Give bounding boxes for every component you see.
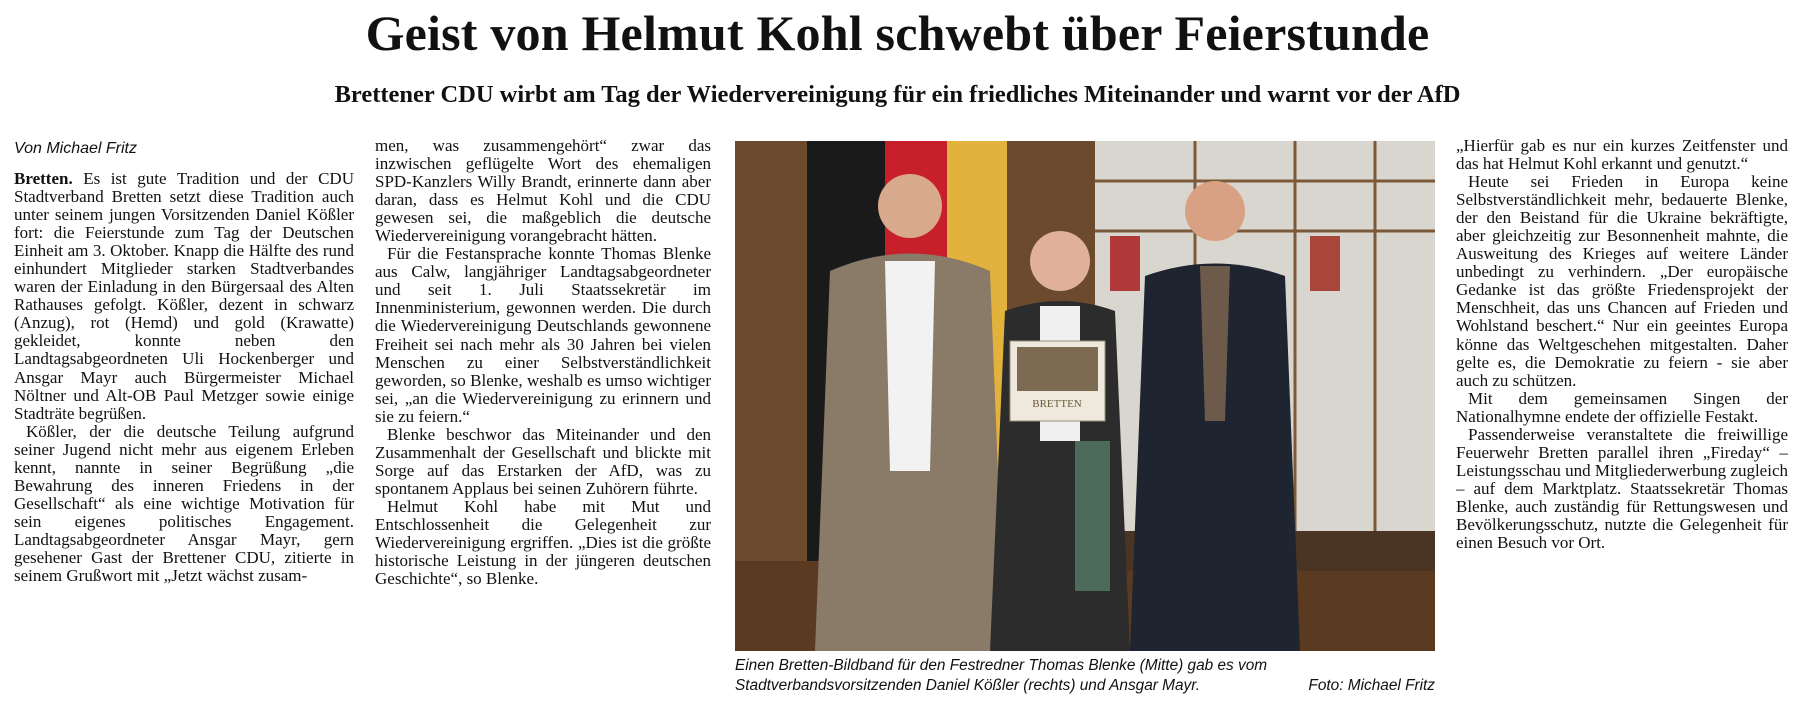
person-right-tie: [1200, 266, 1230, 421]
photo-credit: Foto: Michael Fritz: [1308, 677, 1435, 694]
photo-caption: [735, 656, 1435, 696]
paragraph: men, was zusammengehört“ zwar das inzwischen geflügelte Wort des ehemaligen SPD-Kanzlers Willy Brandt, erinnerte dann aber daran, dass es Helmut Kohl und die CDU gewesen sei, die maßgeblich die deutsche Wiedervereinigung vorangebracht hätten.: [375, 136, 711, 246]
book-title: BRETTEN: [1032, 398, 1082, 410]
paragraph: „Hierfür gab es nur ein kurzes Zeitfenster und das hat Helmut Kohl erkannt und genutzt.“: [1456, 136, 1788, 174]
article-column-4: [1456, 137, 1788, 552]
paragraph-text: Es ist gute Tradition und der CDU Stadtverband Bretten setzt diese Tradition auch unter seinem jungen Vorsitzenden Daniel Kößler fort: die Feierstunde zum Tag der Deutschen Einheit am 3. Oktober. Knapp die Hälfte des rund einhundert Mitglieder starken Stadtverbandes waren der Einladung in den Bürgersaal des Alten Rathauses gefolgt. Kößler, dezent in schwarz (Anzug), rot (Hemd) und gold (Krawatte) gekleidet, konnte neben den Landtagsabgeordneten Uli Hockenberger und Ansgar Mayr auch Bürgermeister Michael Nöltner und Alt-OB Paul Metzger sowie einige Stadträte begrüßen.: [14, 169, 354, 423]
paragraph: Mit dem gemeinsamen Singen der Nationalhymne endete der offizielle Festakt.: [1456, 388, 1788, 426]
stained-glass-panel: [1310, 236, 1340, 291]
article-column-1: [14, 138, 354, 585]
article-column-2: [375, 137, 711, 588]
paragraph: Für die Festansprache konnte Thomas Blenke aus Calw, langjähriger Landtagsabgeordneter und seit 1. Juli Staatssekretär im Innenministerium, gewonnen werden. Die durch die Wiedervereinigung Deutschlands gewonnene Freiheit sei nach mehr als 30 Jahren bei vielen Menschen zu einer Selbstverständlichkeit geworden, so Blenke, weshalb es umso wichtiger sei, „an die Wiedervereinigung zu erinnern und sie zu feiern.“: [375, 244, 711, 426]
caption-text: Einen Bretten-Bildband für den Festredner Thomas Blenke (Mitte) gab es vom Stadtverbandsvorsitzenden Daniel Kößler (rechts) und Ansgar Mayr.: [735, 657, 1268, 694]
person-middle-head: [1030, 231, 1090, 291]
headline: Geist von Helmut Kohl schwebt über Feierstunde: [365, 5, 1430, 61]
article-photo: [735, 141, 1435, 651]
stained-glass-panel: [1110, 236, 1140, 291]
paragraph: [14, 170, 354, 423]
paragraph: Blenke beschwor das Miteinander und den Zusammenhalt der Gesellschaft und blickte mit Sorge auf das Erstarken der AfD, was zu spontanem Applaus bei seinen Zuhörern führte.: [375, 424, 711, 498]
person-left-shirt: [885, 261, 935, 471]
paragraph: Heute sei Frieden in Europa keine Selbstverständlichkeit mehr, bedauerte Blenke, der den Beistand für die Ukraine bekräftigte, aber gleichzeitig zur Besonnenheit mahnte, die Ausweitung des Krieges auf weitere Länder unbedingt zu verhindern. „Der europäische Gedanke ist das größte Friedensprojekt der Menschheit, das uns Chancen auf Frieden und Wohlstand beschert.“ Nur ein geeintes Europa könne das Weltgeschehen mitgestalten. Daher gelte es, die Demokratie zu feiern - sie aber auch zu schützen.: [1456, 172, 1788, 390]
book-cover-image: [1017, 347, 1098, 391]
dateline: Bretten.: [14, 169, 73, 188]
paragraph: Helmut Kohl habe mit Mut und Entschlossenheit die Gelegenheit zur Wiedervereinigung ergriffen. „Dies ist die größte historische Leistung in der jüngeren deutschen Geschichte“, so Blenke.: [375, 496, 711, 589]
person-right-head: [1185, 181, 1245, 241]
byline: Von Michael Fritz: [14, 140, 137, 157]
subheadline: Brettener CDU wirbt am Tag der Wiedervereinigung für ein friedliches Miteinander und warnt vor der AfD: [334, 81, 1461, 108]
person-left-head: [878, 174, 942, 238]
gift-bag: [1075, 441, 1110, 591]
paragraph: Kößler, der die deutsche Teilung aufgrund seiner Jugend nicht mehr aus eigenem Erleben kennt, nannte in seiner Begrüßung „die Bewahrung des inneren Friedens in der Gesellschaft“ als eine wichtige Motivation für sein eigenes politisches Engagement. Landtagsabgeordneter Ansgar Mayr, gern gesehener Gast der Brettener CDU, zitierte in seinem Grußwort mit „Jetzt wächst zusam-: [14, 421, 354, 586]
paragraph: Passenderweise veranstaltete die freiwillige Feuerwehr Bretten parallel ihren „Fireday“ – Leistungsschau und Mitgliederwerbung zugleich – auf dem Marktplatz. Staatssekretär Thomas Blenke, auch zuständig für Rettungswesen und Bevölkerungsschutz, nutzte die Gelegenheit für einen Besuch vor Ort.: [1456, 424, 1788, 553]
photo-illustration: [735, 141, 1435, 651]
